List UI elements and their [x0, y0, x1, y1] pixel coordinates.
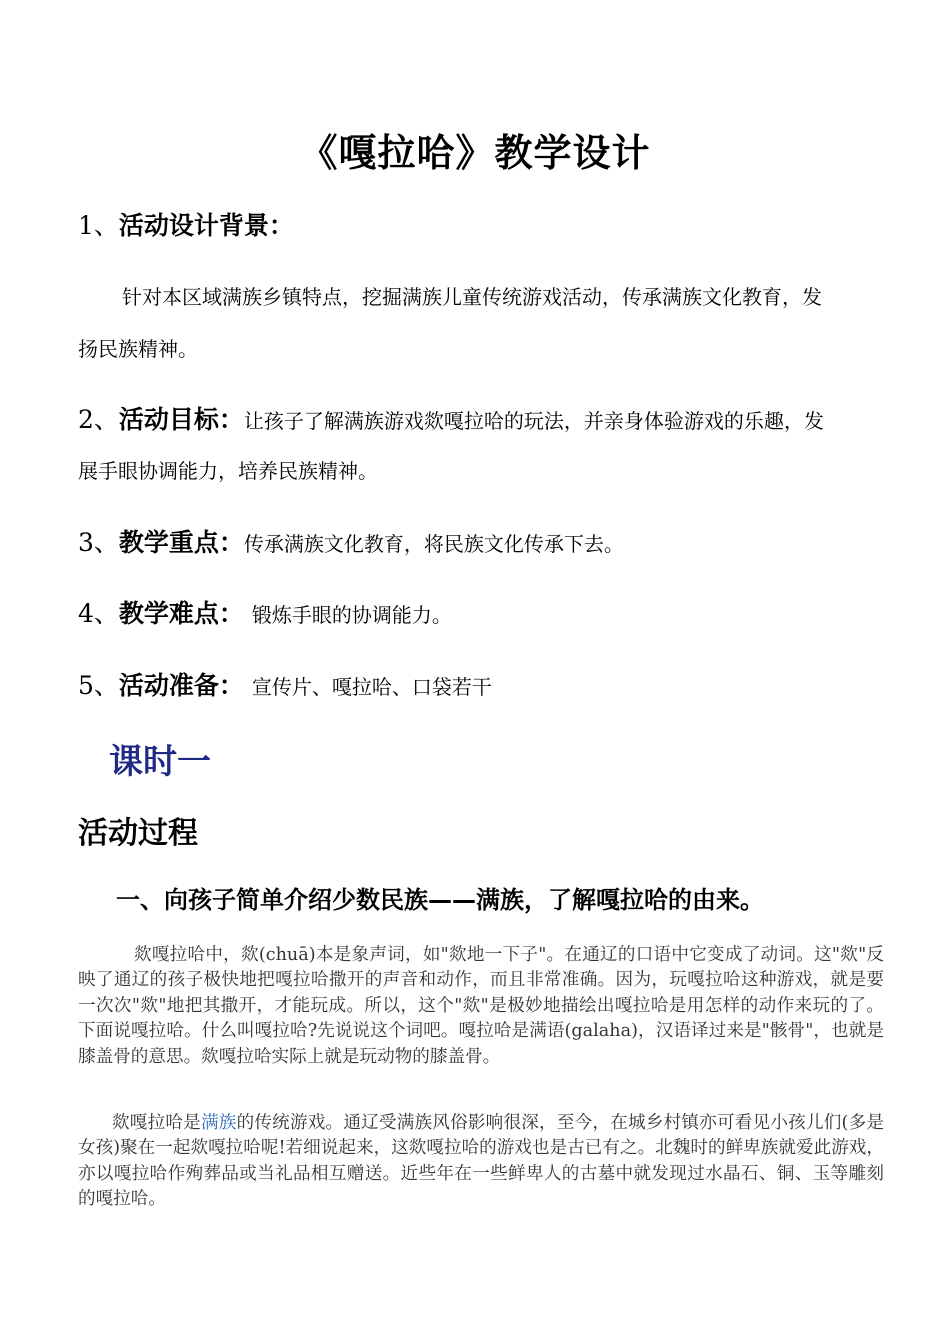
section-1-number: 1、 [78, 211, 119, 240]
section-4-body: 锻炼手眼的协调能力。 [251, 603, 452, 627]
history-paragraph-2 [78, 1111, 884, 1213]
section-1-title: 活动设计背景： [118, 211, 294, 240]
history-paragraph-1: 欻嘎拉哈中，欻(chuā)本是象声词，如"欻地一下子"。在通辽的口语中它变成了动词。这"欻"反映了通辽的孩子极快地把嘎拉哈撒开的声音和动作，而且非常准确。因为，玩嘎拉哈这种游戏，就是要一次次"欻"地把其撒开，才能玩成。所以，这个"欻"是极妙地描绘出嘎拉哈是用怎样的动作来玩的了。下面说嘎拉哈。什么叫嘎拉哈?先说说这个词吧。嘎拉哈是满语(galaha)，汉语译过来是"骸骨"，也就是膝盖骨的意思。欻嘎拉哈实际上就是玩动物的膝盖骨。 [78, 945, 884, 1067]
manchu-link[interactable]: 满族 [200, 1113, 237, 1133]
section-4-number: 4、 [78, 599, 119, 628]
section-3-heading [78, 523, 624, 559]
paragraph-2-rest: 的传统游戏。通辽受满族风俗影响很深，至今，在城乡村镇亦可看见小孩儿们(多是女孩)聚在一起欻嘎拉哈呢!若细说起来，这欻嘎拉哈的游戏也是古已有之。北魏时的鲜卑族就爱此游戏，亦以嘎拉哈作殉葬品或当礼品相互赠送。近些年在一些鲜卑人的古墓中就发现过水晶石、铜、玉等雕刻的嘎拉哈。 [78, 1113, 884, 1210]
section-3-body: 传承满族文化教育，将民族文化传承下去。 [243, 532, 624, 556]
lesson-title: 课时一 [109, 742, 211, 782]
section-1-heading [78, 206, 294, 242]
section-2-heading [78, 400, 824, 436]
step-one-heading: 一、向孩子简单介绍少数民族——满族，了解嘎拉哈的由来。 [116, 886, 764, 914]
section-4-heading [78, 594, 452, 630]
paragraph-2-start: 欻嘎拉哈是 [112, 1113, 201, 1133]
section-3-number: 3、 [78, 528, 119, 557]
section-5-number: 5、 [78, 671, 119, 700]
document-title: 《嘎拉哈》教学设计 [299, 131, 651, 175]
section-5-heading [78, 666, 492, 702]
section-1-body-text: 针对本区域满族乡镇特点，挖掘满族儿童传统游戏活动，传承满族文化教育，发 [122, 285, 822, 309]
section-2-number: 2、 [78, 405, 119, 434]
section-5-title: 活动准备： [118, 671, 244, 700]
section-4-title: 教学难点： [118, 599, 244, 628]
section-5-body: 宣传片、嘎拉哈、口袋若干 [251, 675, 492, 699]
process-title: 活动过程 [78, 816, 198, 851]
section-1-body-line2: 扬民族精神。 [78, 337, 198, 361]
section-2-title: 活动目标： [118, 405, 244, 434]
section-1-body [78, 273, 884, 322]
section-2-body: 让孩子了解满族游戏欻嘎拉哈的玩法，并亲身体验游戏的乐趣，发 [243, 409, 824, 433]
section-2-body-line2: 展手眼协调能力，培养民族精神。 [78, 459, 378, 483]
section-3-title: 教学重点： [118, 528, 244, 557]
